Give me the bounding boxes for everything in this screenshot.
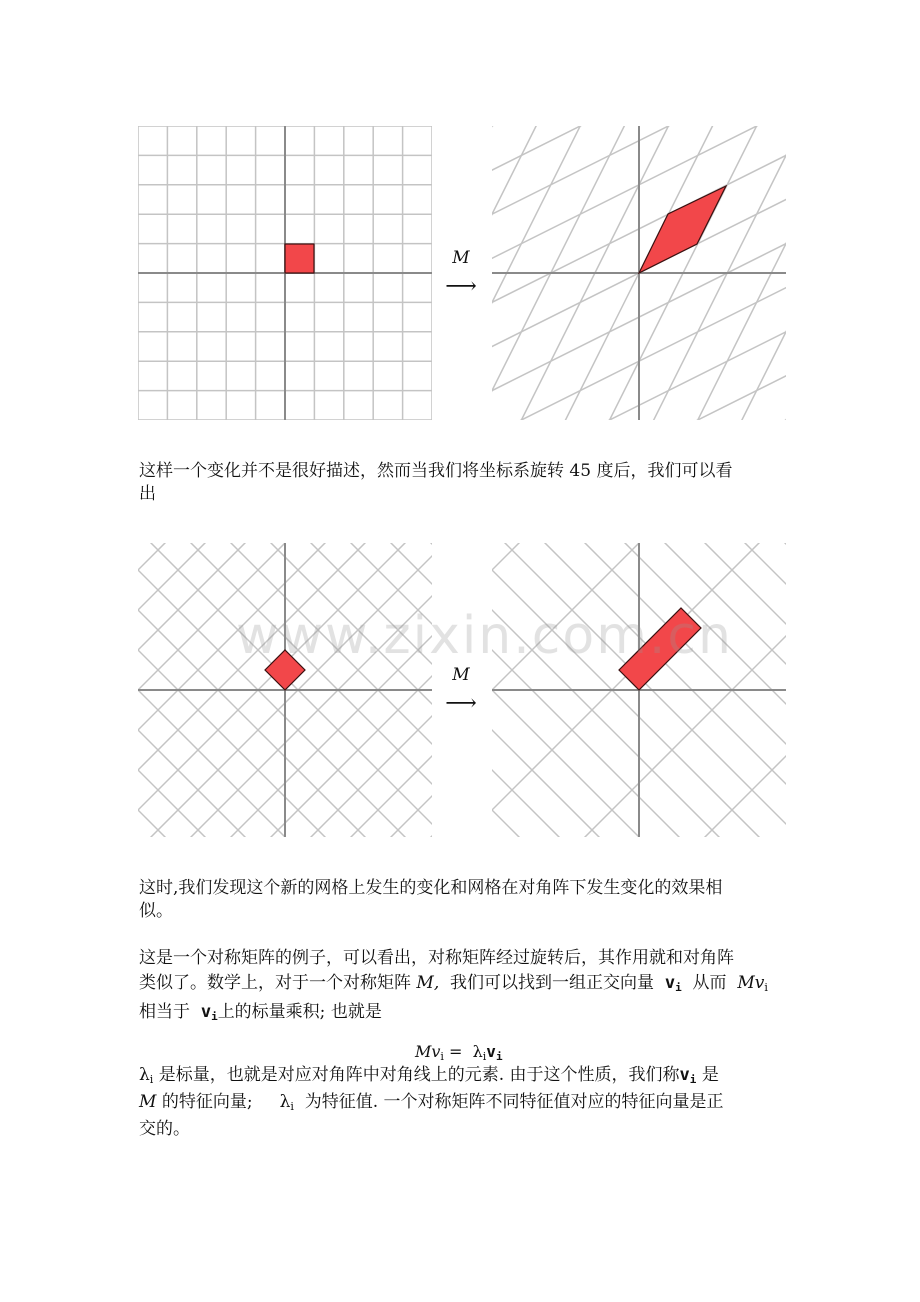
- subscript: i: [440, 1050, 444, 1063]
- subscript: i: [290, 1100, 294, 1113]
- equation-lhs: Mv: [415, 1042, 441, 1061]
- text-line: 这时,我们发现这个新的网格上发生的变化和网格在对角阵下发生变化的效果相: [139, 878, 723, 898]
- rotated-grid-figure: [138, 543, 432, 837]
- transformed-grid-figure: [492, 126, 786, 420]
- original-grid-figure: [138, 126, 432, 420]
- subscript: i: [764, 981, 768, 994]
- subscript: i: [689, 1073, 697, 1086]
- subscript: i: [149, 1073, 154, 1086]
- text-line: [139, 1000, 768, 1029]
- text-segment: 的特征向量;: [161, 1092, 253, 1112]
- text-line: 这是一个对称矩阵的例子，可以看出，对称矩阵经过旋转后，其作用就和对角阵: [139, 948, 734, 968]
- subscript: i: [675, 981, 682, 994]
- text-segment: 相当于: [139, 1002, 190, 1022]
- paragraph-3: [139, 946, 768, 1029]
- unit-square: [285, 244, 314, 273]
- text-segment: 类似了。数学上，对于一个对称矩阵: [139, 973, 411, 993]
- text-segment: 是: [701, 1065, 719, 1085]
- paragraph-2: [139, 877, 722, 923]
- text-line: [139, 1091, 724, 1118]
- arrow-icon: ⟶: [445, 691, 477, 716]
- text-segment: 上的标量乘积; 也就是: [217, 1002, 382, 1022]
- paragraph-4: [139, 1064, 724, 1141]
- text-segment: 是标量，也就是对应对角阵中对角线上的元素. 由于这个性质，我们称: [158, 1065, 680, 1085]
- lambda-symbol: λ: [279, 1092, 291, 1112]
- arrow-icon: ⟶: [445, 274, 477, 299]
- text-line: 交的。: [139, 1119, 190, 1139]
- text-line: 似。: [139, 901, 173, 921]
- text-line: 出: [139, 484, 156, 504]
- product-symbol: Mv: [737, 973, 765, 993]
- vector-symbol: v: [679, 1065, 690, 1085]
- paragraph-1: [139, 460, 732, 506]
- equals-sign: =: [443, 1042, 468, 1061]
- eigen-equation: [415, 1042, 503, 1063]
- vector-symbol: v: [200, 1002, 212, 1022]
- subscript: i: [482, 1050, 487, 1063]
- transform-arrow-top: [441, 248, 481, 298]
- lambda-symbol: λ: [139, 1065, 150, 1085]
- vector-symbol: v: [486, 1042, 496, 1061]
- watermark: www.zixin.com.cn: [236, 606, 733, 666]
- transformed-parallelogram: [639, 186, 726, 273]
- vector-symbol: v: [664, 973, 676, 993]
- text-segment: 从而: [692, 973, 727, 993]
- matrix-symbol: M,: [416, 973, 440, 993]
- subscript: i: [495, 1050, 503, 1063]
- subscript: i: [211, 1010, 218, 1023]
- text-line: [139, 971, 768, 1000]
- stretched-grid-figure: [492, 543, 786, 837]
- text-line: [139, 1064, 724, 1091]
- text-segment: 我们可以找到一组正交向量: [450, 973, 655, 993]
- matrix-symbol: M: [139, 1092, 157, 1112]
- matrix-label: M: [452, 665, 470, 685]
- text-line: 这样一个变化并不是很好描述，然而当我们将坐标系旋转 45 度后，我们可以看: [139, 461, 733, 481]
- matrix-label: M: [452, 248, 470, 268]
- text-segment: 为特征值. 一个对称矩阵不同特征值对应的特征向量是正: [304, 1092, 724, 1112]
- lambda-symbol: λ: [472, 1042, 483, 1061]
- transform-arrow-middle: [441, 665, 481, 715]
